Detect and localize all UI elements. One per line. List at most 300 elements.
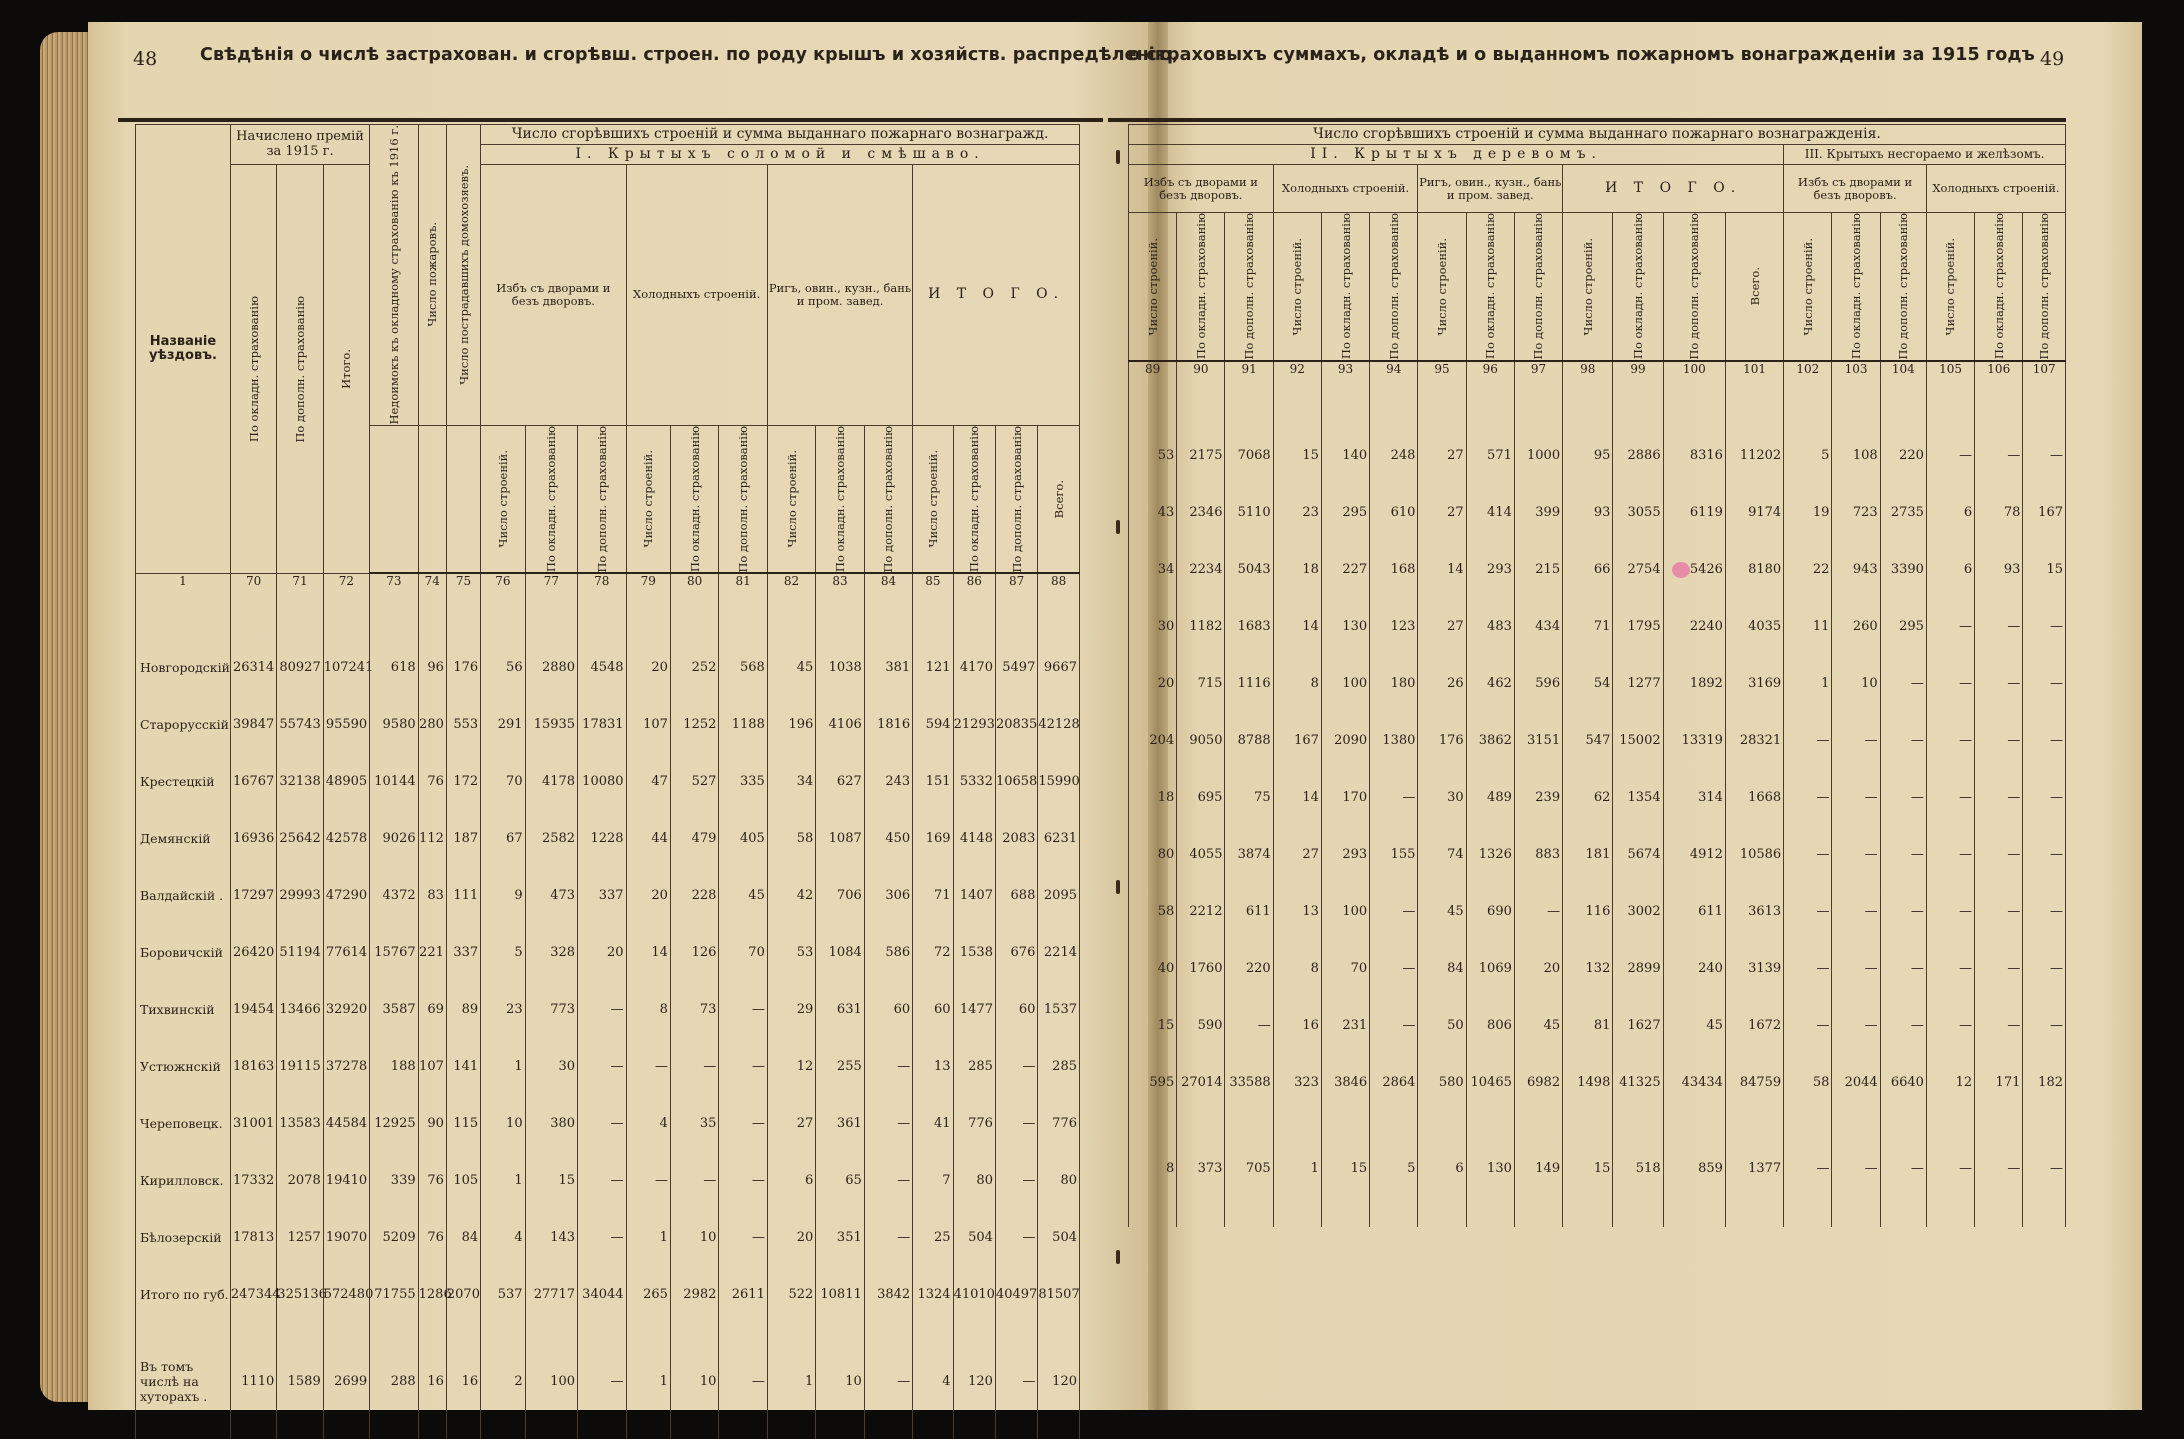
table-cell: 95: [1563, 427, 1613, 484]
table-cell: —: [864, 1095, 912, 1152]
column-number: 78: [578, 573, 626, 594]
table-cell: 3390: [1880, 541, 1926, 598]
column-number: 106: [1975, 361, 2023, 382]
table-cell: 10658: [995, 753, 1037, 810]
table-cell: 9667: [1038, 639, 1080, 696]
district-name-header: Названіе уѣздовъ.: [136, 125, 231, 574]
table-cell: 16767: [230, 753, 276, 810]
table-cell: 19115: [277, 1038, 323, 1095]
table-cell: 41010: [953, 1266, 995, 1323]
table-cell: 27: [767, 1095, 815, 1152]
table-cell: —: [864, 1038, 912, 1095]
table-cell: 5043: [1225, 541, 1273, 598]
table-cell: 8316: [1663, 427, 1725, 484]
table-cell: 571: [1466, 427, 1514, 484]
table-cell: 20: [626, 639, 670, 696]
table-cell: 9050: [1177, 712, 1225, 769]
district-name: Демянскій: [136, 810, 231, 867]
district-name: Крестецкій: [136, 753, 231, 810]
table-cell: 1188: [719, 696, 767, 753]
table-cell: 1538: [953, 924, 995, 981]
table-cell: 4170: [953, 639, 995, 696]
table-cell: 381: [864, 639, 912, 696]
table-cell: 255: [816, 1038, 864, 1095]
table-row: [1129, 427, 2066, 484]
binding-stitch: [1116, 520, 1120, 534]
table-cell: 80927: [277, 639, 323, 696]
table-cell: 188: [370, 1038, 418, 1095]
binding-stitch: [1116, 880, 1120, 894]
table-cell: —: [1926, 883, 1974, 940]
table-cell: 695: [1177, 769, 1225, 826]
table-cell: —: [1975, 655, 2023, 712]
table-cell: 6: [1926, 484, 1974, 541]
table-row: [1129, 655, 2066, 712]
table-row: [136, 867, 1080, 924]
table-cell: —: [578, 1323, 626, 1439]
sub-all-header: Всего.: [1725, 213, 1783, 361]
table-cell: 20: [626, 867, 670, 924]
table-cell: 60: [913, 981, 953, 1038]
table-cell: 149: [1514, 1111, 1562, 1227]
column-number: 103: [1832, 361, 1880, 382]
table-cell: 10811: [816, 1266, 864, 1323]
table-cell: 34044: [578, 1266, 626, 1323]
table-cell: 33588: [1225, 1054, 1273, 1111]
table-row: [1129, 598, 2066, 655]
left-page-title: Свѣдѣнія о числѣ застрахован. и сгорѣвш. строен. по роду крышъ и хозяйств. распредѣленію,: [200, 45, 1179, 65]
table-cell: 6: [767, 1152, 815, 1209]
table-cell: 168: [1370, 541, 1418, 598]
column-number: 75: [446, 573, 480, 594]
table-cell: 4: [626, 1095, 670, 1152]
table-cell: 10: [670, 1209, 718, 1266]
table-cell: 553: [446, 696, 480, 753]
table-cell: 705: [1225, 1111, 1273, 1227]
table-cell: —: [1880, 1111, 1926, 1227]
barns-group-header: Ригъ, овин., кузн., бань и пром. завед.: [767, 165, 912, 426]
table-cell: 10144: [370, 753, 418, 810]
column-number: 107: [2023, 361, 2066, 382]
table-cell: 361: [816, 1095, 864, 1152]
table-cell: 9174: [1725, 484, 1783, 541]
table-cell: 40497: [995, 1266, 1037, 1323]
table-cell: 27717: [525, 1266, 577, 1323]
table-cell: 4: [481, 1209, 525, 1266]
table-cell: 1182: [1177, 598, 1225, 655]
table-cell: 55743: [277, 696, 323, 753]
table-cell: 100: [1321, 655, 1369, 712]
table-cell: 285: [1038, 1038, 1080, 1095]
table-cell: 83: [418, 867, 446, 924]
table-cell: 48905: [323, 753, 369, 810]
district-name: Въ томъ числѣ на хуторахъ .: [136, 1323, 231, 1439]
table-cell: 167: [2023, 484, 2066, 541]
table-cell: 610: [1370, 484, 1418, 541]
table-cell: 3169: [1725, 655, 1783, 712]
table-cell: 15767: [370, 924, 418, 981]
table-cell: 45: [767, 639, 815, 696]
table-cell: 8: [1129, 1111, 1177, 1227]
table-cell: 132: [1563, 940, 1613, 997]
table-cell: 373: [1177, 1111, 1225, 1227]
table-cell: —: [1225, 997, 1273, 1054]
table-cell: 631: [816, 981, 864, 1038]
sub-main-header: По окладн. страхованію: [670, 425, 718, 573]
column-number-row: [1129, 361, 2066, 382]
table-cell: 1228: [578, 810, 626, 867]
table-row: [1129, 712, 2066, 769]
table-cell: —: [719, 1152, 767, 1209]
table-cell: 70: [481, 753, 525, 810]
table-cell: 228: [670, 867, 718, 924]
sub-extra-header: По дополн. страхованію: [864, 425, 912, 573]
sub-main-header: По окладн. страхованію: [1177, 213, 1225, 361]
table-cell: 26420: [230, 924, 276, 981]
column-number: 1: [136, 573, 231, 594]
table-row: [1129, 541, 2066, 598]
table-cell: 42: [767, 867, 815, 924]
table-cell: 1627: [1613, 997, 1663, 1054]
table-cell: 8: [1273, 655, 1321, 712]
table-cell: 30: [1129, 598, 1177, 655]
table-cell: 89: [446, 981, 480, 1038]
sub-count-header: Число строеній.: [1273, 213, 1321, 361]
column-number: 102: [1784, 361, 1832, 382]
table-cell: 14: [1418, 541, 1466, 598]
table-cell: 2083: [995, 810, 1037, 867]
table-row: [1129, 940, 2066, 997]
table-cell: —: [1880, 997, 1926, 1054]
column-number: 95: [1418, 361, 1466, 382]
table-cell: —: [1880, 655, 1926, 712]
table-cell: —: [1832, 769, 1880, 826]
table-cell: 3613: [1725, 883, 1783, 940]
table-cell: —: [719, 1323, 767, 1439]
table-cell: 176: [446, 639, 480, 696]
table-cell: 8788: [1225, 712, 1273, 769]
table-cell: 323: [1273, 1054, 1321, 1111]
column-number: 94: [1370, 361, 1418, 382]
table-cell: 15990: [1038, 753, 1080, 810]
table-cell: 66: [1563, 541, 1613, 598]
table-cell: 40: [1129, 940, 1177, 997]
col-70-header: По окладн. страхованію: [230, 165, 276, 574]
table-cell: 6982: [1514, 1054, 1562, 1111]
table-row: [136, 1209, 1080, 1266]
sub-count-header: Число строеній.: [1784, 213, 1832, 361]
table-cell: 43: [1129, 484, 1177, 541]
sub-main-header: По окладн. страхованію: [1613, 213, 1663, 361]
table-cell: 314: [1663, 769, 1725, 826]
table-cell: 41325: [1613, 1054, 1663, 1111]
table-cell: 18: [1129, 769, 1177, 826]
table-cell: 2864: [1370, 1054, 1418, 1111]
table-cell: 76: [418, 753, 446, 810]
table-cell: 111: [446, 867, 480, 924]
table-cell: 5: [1784, 427, 1832, 484]
table-cell: 81: [1563, 997, 1613, 1054]
table-cell: —: [1926, 1111, 1974, 1227]
table-cell: 90: [418, 1095, 446, 1152]
table-row: [136, 1266, 1080, 1323]
column-number: 91: [1225, 361, 1273, 382]
table-cell: —: [1832, 712, 1880, 769]
column-number: 82: [767, 573, 815, 594]
table-cell: 504: [1038, 1209, 1080, 1266]
sub-count-header: Число строеній.: [1926, 213, 1974, 361]
table-cell: 13: [913, 1038, 953, 1095]
table-cell: 2699: [323, 1323, 369, 1439]
table-cell: 504: [953, 1209, 995, 1266]
table-cell: 618: [370, 639, 418, 696]
table-cell: 187: [446, 810, 480, 867]
table-cell: 2078: [277, 1152, 323, 1209]
table-cell: 806: [1466, 997, 1514, 1054]
huts-group-header-3: Избъ съ дворами и безъ дворовъ.: [1784, 165, 1927, 213]
table-cell: 3874: [1225, 826, 1273, 883]
table-cell: 100: [1321, 883, 1369, 940]
sub-main-header: По окладн. страхованію: [1975, 213, 2023, 361]
table-cell: 19070: [323, 1209, 369, 1266]
table-cell: —: [578, 1152, 626, 1209]
table-cell: 243: [864, 753, 912, 810]
table-cell: —: [578, 1209, 626, 1266]
table-cell: —: [2023, 712, 2066, 769]
table-cell: 20: [1129, 655, 1177, 712]
district-name: Боровичскій: [136, 924, 231, 981]
table-cell: 594: [913, 696, 953, 753]
table-cell: —: [1975, 427, 2023, 484]
table-cell: 10: [481, 1095, 525, 1152]
table-cell: 20835: [995, 696, 1037, 753]
table-row: [136, 924, 1080, 981]
table-cell: —: [1975, 826, 2023, 883]
table-cell: —: [1975, 769, 2023, 826]
district-name: Кирилловск.: [136, 1152, 231, 1209]
table-cell: 27014: [1177, 1054, 1225, 1111]
column-number: 79: [626, 573, 670, 594]
table-cell: 81507: [1038, 1266, 1080, 1323]
table-cell: 883: [1514, 826, 1562, 883]
table-cell: 2214: [1038, 924, 1080, 981]
table-cell: 43434: [1663, 1054, 1725, 1111]
table-cell: 96: [418, 639, 446, 696]
table-cell: 74: [1418, 826, 1466, 883]
table-cell: 35: [670, 1095, 718, 1152]
table-cell: 2754: [1613, 541, 1663, 598]
cold-group-header: Холодныхъ строеній.: [626, 165, 767, 426]
table-cell: 39847: [230, 696, 276, 753]
column-number: 73: [370, 573, 418, 594]
table-row: [1129, 997, 2066, 1054]
table-cell: 337: [446, 924, 480, 981]
table-cell: 596: [1514, 655, 1562, 712]
column-number: 92: [1273, 361, 1321, 382]
binding-stitch: [1116, 150, 1120, 164]
table-cell: 6640: [1880, 1054, 1926, 1111]
table-cell: 1354: [1613, 769, 1663, 826]
table-cell: 58: [1784, 1054, 1832, 1111]
table-cell: —: [1926, 655, 1974, 712]
table-cell: 18: [1273, 541, 1321, 598]
table-cell: 690: [1466, 883, 1514, 940]
table-cell: 518: [1613, 1111, 1663, 1227]
table-cell: 483: [1466, 598, 1514, 655]
table-cell: 1087: [816, 810, 864, 867]
table-cell: 537: [481, 1266, 525, 1323]
table-cell: —: [1926, 712, 1974, 769]
table-cell: 12925: [370, 1095, 418, 1152]
table-cell: —: [995, 1323, 1037, 1439]
table-cell: 215: [1514, 541, 1562, 598]
right-page-number: 49: [2040, 48, 2065, 70]
table-cell: 2175: [1177, 427, 1225, 484]
table-cell: 42578: [323, 810, 369, 867]
sub-count-header: Число строеній.: [1418, 213, 1466, 361]
column-number: 87: [995, 573, 1037, 594]
binding-stitch: [1116, 1250, 1120, 1264]
table-cell: 1892: [1663, 655, 1725, 712]
column-number: 105: [1926, 361, 1974, 382]
district-name: Тихвинскій: [136, 981, 231, 1038]
table-cell: 260: [1832, 598, 1880, 655]
table-cell: 15935: [525, 696, 577, 753]
burnt-buildings-header: Число сгорѣвшихъ строеній и сумма выданнаго пожарнаго вознагражд.: [481, 125, 1080, 145]
sub-extra-header: По дополн. страхованію: [1370, 213, 1418, 361]
table-cell: 773: [525, 981, 577, 1038]
district-name: Устюжнскій: [136, 1038, 231, 1095]
table-cell: 30: [525, 1038, 577, 1095]
table-cell: 1324: [913, 1266, 953, 1323]
right-data-table: [1128, 124, 2066, 1227]
table-cell: 10: [816, 1323, 864, 1439]
table-cell: 78: [1975, 484, 2023, 541]
sub-extra-header: По дополн. страхованію: [578, 425, 626, 573]
table-cell: —: [626, 1038, 670, 1095]
sub-main-header: По окладн. страхованію: [1832, 213, 1880, 361]
table-cell: 27: [1418, 484, 1466, 541]
table-cell: 252: [670, 639, 718, 696]
table-cell: 1: [626, 1209, 670, 1266]
table-cell: —: [719, 1038, 767, 1095]
table-cell: 1: [767, 1323, 815, 1439]
table-cell: 611: [1225, 883, 1273, 940]
table-cell: 335: [719, 753, 767, 810]
table-cell: 1: [1784, 655, 1832, 712]
table-cell: 13466: [277, 981, 323, 1038]
sub-extra-header: По дополн. страхованію: [719, 425, 767, 573]
right-page-title: о страховыхъ суммахъ, окладѣ и о выданномъ пожарномъ вонагражденіи за 1915 годъ: [1128, 45, 2035, 65]
table-cell: 13583: [277, 1095, 323, 1152]
table-cell: 5674: [1613, 826, 1663, 883]
table-cell: —: [1926, 826, 1974, 883]
table-cell: 170: [1321, 769, 1369, 826]
table-cell: 84: [1418, 940, 1466, 997]
table-cell: 45: [1418, 883, 1466, 940]
column-number: 86: [953, 573, 995, 594]
table-cell: 10: [1832, 655, 1880, 712]
table-cell: 167: [1273, 712, 1321, 769]
table-cell: 9026: [370, 810, 418, 867]
sub-count-header: Число строеній.: [913, 425, 953, 573]
table-row: [136, 1152, 1080, 1209]
table-cell: 115: [446, 1095, 480, 1152]
table-cell: 196: [767, 696, 815, 753]
table-cell: 6: [1418, 1111, 1466, 1227]
table-cell: 1116: [1225, 655, 1273, 712]
district-name: Бѣлозерскій: [136, 1209, 231, 1266]
table-cell: 4178: [525, 753, 577, 810]
table-cell: 72: [913, 924, 953, 981]
table-cell: —: [1926, 940, 1974, 997]
sub-main-header: По окладн. страхованію: [816, 425, 864, 573]
table-cell: 9580: [370, 696, 418, 753]
table-cell: 42128: [1038, 696, 1080, 753]
sub-main-header: По окладн. страхованію: [953, 425, 995, 573]
table-cell: 26: [1418, 655, 1466, 712]
table-cell: 2346: [1177, 484, 1225, 541]
table-cell: 1: [1273, 1111, 1321, 1227]
table-cell: 776: [1038, 1095, 1080, 1152]
table-cell: 80: [1129, 826, 1177, 883]
column-number: 70: [230, 573, 276, 594]
arrears-header: Недоимокъ къ окладному страхованію къ 1916 г.: [370, 125, 418, 426]
table-cell: —: [1926, 427, 1974, 484]
table-cell: 44: [626, 810, 670, 867]
column-number: 77: [525, 573, 577, 594]
table-cell: 715: [1177, 655, 1225, 712]
table-cell: 859: [1663, 1111, 1725, 1227]
table-cell: 2212: [1177, 883, 1225, 940]
table-cell: 5209: [370, 1209, 418, 1266]
column-number: 88: [1038, 573, 1080, 594]
table-cell: —: [1926, 997, 1974, 1054]
sub-extra-header: По дополн. страхованію: [1514, 213, 1562, 361]
table-cell: 11202: [1725, 427, 1783, 484]
table-cell: 47290: [323, 867, 369, 924]
table-cell: 14: [1273, 769, 1321, 826]
table-cell: 14: [1273, 598, 1321, 655]
table-cell: 1377: [1725, 1111, 1783, 1227]
table-cell: 22: [1784, 541, 1832, 598]
left-page-number: 48: [133, 48, 158, 70]
table-cell: 29993: [277, 867, 323, 924]
table-cell: 1537: [1038, 981, 1080, 1038]
barns-group-header: Ригъ, овин., кузн., бань и пром. завед.: [1418, 165, 1563, 213]
table-cell: —: [2023, 883, 2066, 940]
table-cell: 580: [1418, 1054, 1466, 1111]
table-cell: 95590: [323, 696, 369, 753]
table-cell: —: [2023, 769, 2066, 826]
table-cell: 17831: [578, 696, 626, 753]
table-cell: 15002: [1613, 712, 1663, 769]
col-72-header: Итого.: [323, 165, 369, 574]
table-cell: 76: [418, 1152, 446, 1209]
total-group-header: И Т О Г О.: [1563, 165, 1784, 213]
table-cell: 247344: [230, 1266, 276, 1323]
table-cell: —: [1370, 940, 1418, 997]
table-cell: 3842: [864, 1266, 912, 1323]
table-cell: 62: [1563, 769, 1613, 826]
table-cell: 405: [719, 810, 767, 867]
table-cell: —: [1975, 940, 2023, 997]
accrued-premiums-header: Начислено премій за 1915 г.: [230, 125, 369, 165]
table-cell: 28321: [1725, 712, 1783, 769]
table-cell: 108: [1832, 427, 1880, 484]
sub-main-header: По окладн. страхованію: [1466, 213, 1514, 361]
table-cell: 1816: [864, 696, 912, 753]
